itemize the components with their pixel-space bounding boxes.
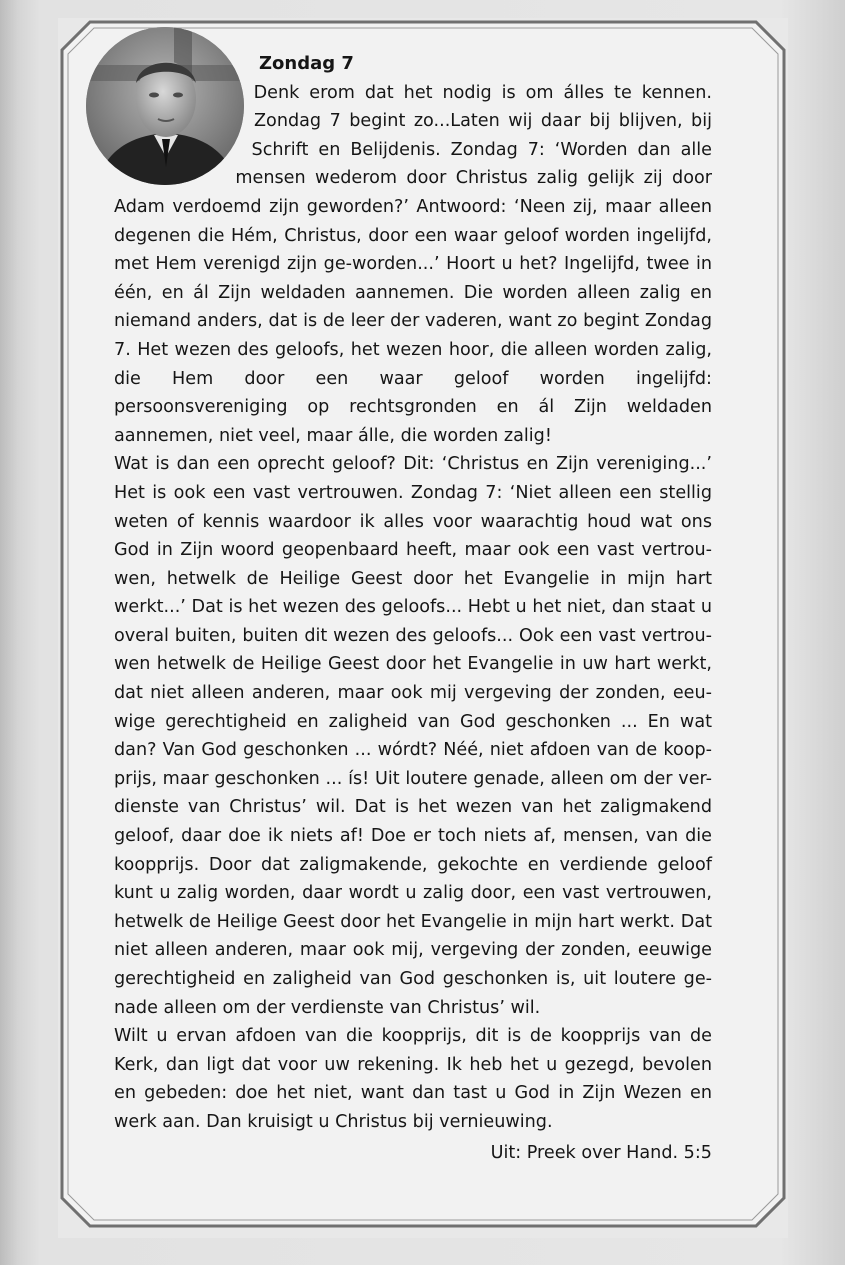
paragraph-1: Denk erom dat het nodig is om álles te kennen. Zondag 7 begint zo...Laten wij daar bij blijven, bij Schrift en Belijdenis. Zondag 7: ‘Worden dan alle mensen wederom door Christus zalig gelijk zij door Adam verdoemd zijn geworden?’ Antwoord: ‘Neen zij, maar alleen degenen die Hém, Christus, door een waar geloof worden ingelijfd, met Hem verenigd zijn ge-worden...’ Hoort u het? Ingelijfd, twee in één, en ál Zijn weldaden aannemen. Die worden alleen zalig en niemand anders, dat is de leer der vaderen, want zo begint Zondag 7. Het wezen des geloofs, het wezen hoor, die alleen worden zalig, die Hem door een waar geloof worden ingelijfd: persoonsvereniging op rechtsgronden en ál Zijn weldaden aannemen, niet veel, maar álle, die worden zalig! <box>114 82 712 446</box>
article <box>114 46 712 1167</box>
paragraph-3: Wilt u ervan afdoen van die koopprijs, dit is de koopprijs van de Kerk, dan ligt dat voor uw rekening. Ik heb het u gezegd, bevolen en gebeden: doe het niet, want dan tast u God in Zijn Wezen en werk aan. Dan kruisigt u Christus bij vernieuwing. <box>114 1026 712 1132</box>
portrait-photo <box>86 27 244 185</box>
body-text <box>114 79 712 1137</box>
source-attribution: Uit: Preek over Hand. 5:5 <box>490 1142 712 1163</box>
paragraph-2: Wat is dan een oprecht geloof? Dit: ‘Christus en Zijn vereniging...’ Het is ook een vast vertrouwen. Zondag 7: ‘Niet alleen een stellig weten of kennis waardoor ik alles voor waarachtig houd wat ons God in Zijn woord geopenbaard heeft, maar ook een vast vertrou-wen, hetwelk de Heilige Geest door het Evangelie in mijn hart werkt...’ Dat is het wezen des geloofs... Hebt u het niet, dan staat u overal buiten, buiten dit wezen des geloofs... Ook een vast vertrou-wen hetwelk de Heilige Geest door het Evangelie in uw hart werkt, dat niet alleen anderen, maar ook mij vergeving der zonden, eeu-wige gerechtigheid en zaligheid van God geschonken ... En wat dan? Van God geschonken ... wórdt? Néé, niet afdoen van de koop-prijs, maar geschonken ... ís! Uit loutere genade, alleen om der ver-dienste van Christus’ wil. Dat is het wezen van het zaligmakend geloof, daar doe ik niets af! Doe er toch niets af, mensen, van die koopprijs. Door dat zaligmakende, gekochte en verdiende geloof kunt u zalig worden, daar wordt u zalig door, een vast vertrouwen, hetwelk de Heilige Geest door het Evangelie in mijn hart werkt. Dat niet alleen anderen, maar ook mij, vergeving der zonden, eeuwige gerechtigheid en zaligheid van God geschonken is, uit loutere ge-nade alleen om der verdienste van Christus’ wil. <box>114 454 712 1018</box>
section-heading: Zondag 7 <box>259 53 354 74</box>
